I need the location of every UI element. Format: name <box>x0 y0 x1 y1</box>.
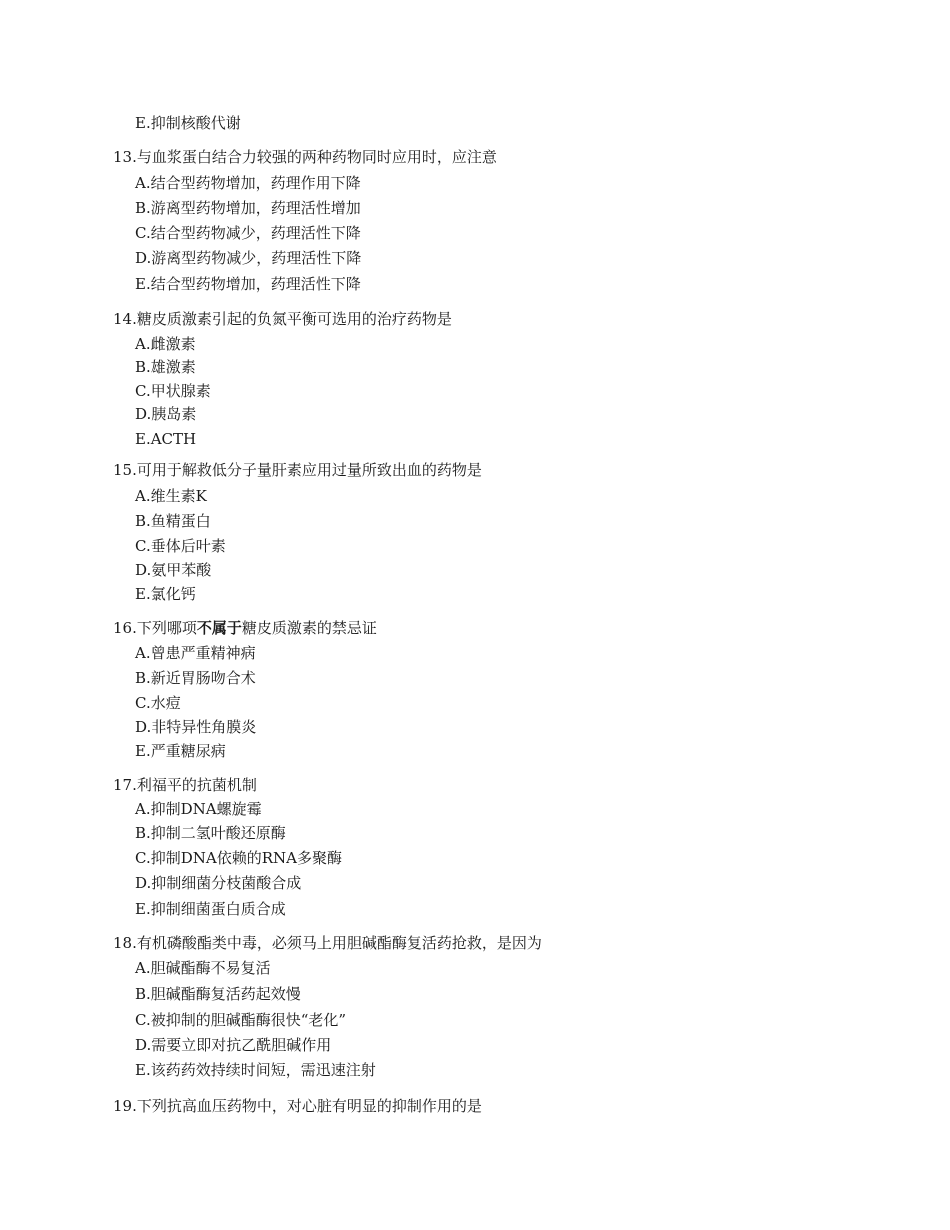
question-17-option-d: D.抑制细菌分枝菌酸合成 <box>135 874 302 892</box>
question-14-option-b: B.雄激素 <box>135 358 196 376</box>
question-17-option-e: E.抑制细菌蛋白质合成 <box>135 900 286 918</box>
question-19-stem: 19.下列抗高血压药物中，对心脏有明显的抑制作用的是 <box>113 1097 482 1115</box>
question-18-option-b: B.胆碱酯酶复活药起效慢 <box>135 985 301 1003</box>
question-17-option-a: A.抑制DNA螺旋霉 <box>135 800 262 818</box>
question-14-option-a: A.雌激素 <box>135 335 196 353</box>
question-14-stem: 14.糖皮质激素引起的负氮平衡可选用的治疗药物是 <box>113 310 452 328</box>
question-13-option-e: E.结合型药物增加，药理活性下降 <box>135 275 361 293</box>
question-14-option-d: D.胰岛素 <box>135 405 197 423</box>
question-16-option-d: D.非特异性角膜炎 <box>135 718 257 736</box>
question-16-option-a: A.曾患严重精神病 <box>135 644 256 662</box>
question-13-option-b: B.游离型药物增加，药理活性增加 <box>135 199 361 217</box>
option-prev-e: E.抑制核酸代谢 <box>135 114 241 132</box>
question-13-option-a: A.结合型药物增加，药理作用下降 <box>135 174 361 192</box>
question-13-option-c: C.结合型药物减少，药理活性下降 <box>135 224 361 242</box>
question-13-stem: 13.与血浆蛋白结合力较强的两种药物同时应用时，应注意 <box>113 148 497 166</box>
question-16-stem-prefix: 16.下列哪项 <box>113 619 197 637</box>
question-16-stem <box>113 618 377 638</box>
question-16-option-e: E.严重糖尿病 <box>135 742 226 760</box>
question-18-stem: 18.有机磷酸酯类中毒，必须马上用胆碱酯酶复活药抢救，是因为 <box>113 934 542 952</box>
question-15-option-b: B.鱼精蛋白 <box>135 512 211 530</box>
question-17-stem: 17.利福平的抗菌机制 <box>113 776 257 794</box>
question-14-option-c: C.甲状腺素 <box>135 382 211 400</box>
question-13-option-d: D.游离型药物减少，药理活性下降 <box>135 249 362 267</box>
question-15-option-e: E.氯化钙 <box>135 585 196 603</box>
question-16-stem-emphasis: 不属于 <box>196 619 242 637</box>
question-17-option-c: C.抑制DNA依赖的RNA多聚酶 <box>135 849 342 867</box>
question-18-option-c: C.被抑制的胆碱酯酶很快“老化” <box>135 1011 347 1029</box>
question-16-option-c: C.水痘 <box>135 694 181 712</box>
question-18-option-d: D.需要立即对抗乙酰胆碱作用 <box>135 1036 332 1054</box>
question-15-option-a: A.维生素K <box>135 487 207 505</box>
question-17-option-b: B.抑制二氢叶酸还原酶 <box>135 824 286 842</box>
question-18-option-a: A.胆碱酯酶不易复活 <box>135 959 271 977</box>
question-15-option-c: C.垂体后叶素 <box>135 537 226 555</box>
question-15-stem: 15.可用于解救低分子量肝素应用过量所致出血的药物是 <box>113 461 482 479</box>
question-18-option-e: E.该药药效持续时间短，需迅速注射 <box>135 1061 376 1079</box>
question-14-option-e: E.ACTH <box>135 430 197 448</box>
question-16-option-b: B.新近胃肠吻合术 <box>135 669 256 687</box>
question-15-option-d: D.氨甲苯酸 <box>135 561 212 579</box>
question-16-stem-suffix: 糖皮质激素的禁忌证 <box>241 619 377 637</box>
